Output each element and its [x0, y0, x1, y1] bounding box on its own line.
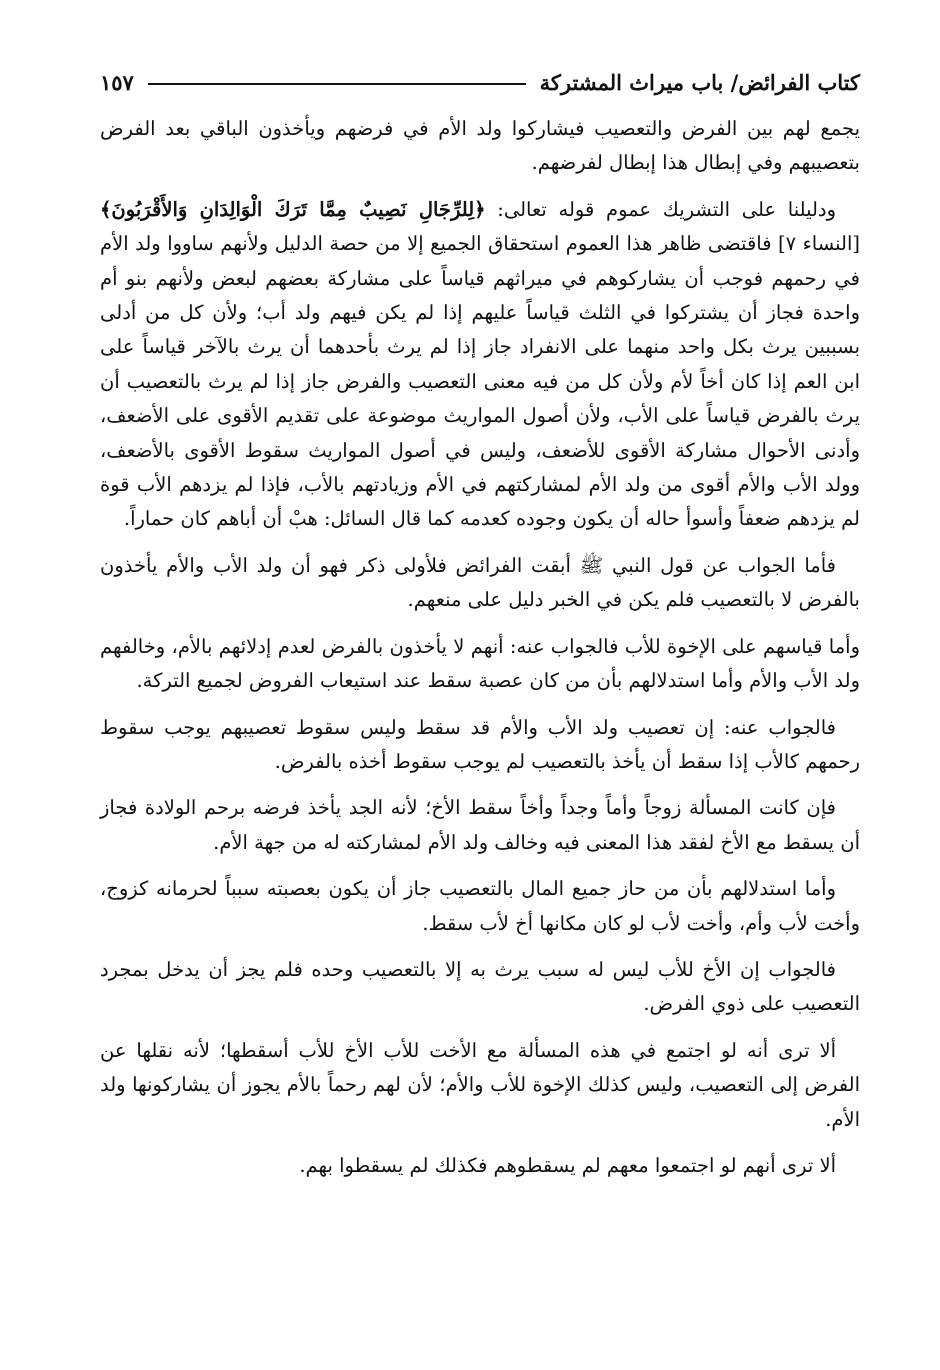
body-text	[100, 112, 860, 1183]
page-number: ١٥٧	[100, 69, 134, 95]
paragraph-2	[100, 193, 860, 537]
paragraph-4: وأما قياسهم على الإخوة للأب فالجواب عنه: أنهم لا يأخذون بالفرض لعدم إدلائهم بالأم، وخالفهم ولد الأب والأم وأما استدلالهم بأن من كان عصبة سقط عند استيعاب الفروض لجميع التركة.	[100, 634, 860, 693]
paragraph-9: ألا ترى أنه لو اجتمع في هذه المسألة مع الأخت للأب الأخ للأب أسقطها؛ لأنه نقلها عن الفرض إلى التعصيب، وليس كذلك الإخوة للأب والأم؛ لأن لهم رحماً بالأم يجوز أن يشاركونها ولد الأم.	[100, 1038, 860, 1131]
paragraph-2-body: [النساء ٧] فاقتضى ظاهر هذا العموم استحقاق الجميع إلا من حصة الدليل ولأنهم ساووا ولد الأم في رحمهم فوجب أن يشاركوهم في ميراثهم قياساً على مشاركة بعضهم لبعض ولأنهم بنو أم واحدة فجاز أن يشتركوا في الثلث قياساً عليهم إذا لم يكن فيهم ولد أب؛ ولأن كل من أدلى بسببين يرث بكل واحد منهما على الانفراد جاز إذا لم يرث بأحدهما أن يرث بالآخر قياساً على ابن العم إذا كان أخاً لأم ولأن كل من فيه معنى التعصيب والفرض جاز إذا لم يرث بالتعصيب أن يرث بالفرض قياساً على الأب، ولأن أصول المواريث موضوعة على تقديم الأقوى على الأضعف، وأدنى الأحوال مشاركة الأقوى للأضعف، وليس في أصول المواريث سقوط الأقوى بالأضعف، وولد الأب والأم أقوى من ولد الأم لمشاركتهم في الأم وزيادتهم بالأب، فإذا لم يزدهم الأب قوة لم يزدهم ضعفاً وأسوأ حاله أن يكون وجوده كعدمه كما قال السائل: هبْ أن أباهم كان حماراً.	[100, 232, 860, 531]
header-rule	[148, 83, 526, 85]
paragraph-7: وأما استدلالهم بأن من حاز جميع المال بالتعصيب جاز أن يكون بعصبته سبباً لحرمانه كزوج، وأخت لأب وأم، وأخت لأب لو كان مكانها أخ لأب سقط.	[100, 877, 860, 935]
paragraph-2-intro: ودليلنا على التشريك عموم قوله تعالى:	[485, 197, 836, 221]
book-page	[100, 62, 860, 1195]
quran-verse: ﴿لِلرِّجَالِ نَصِيبٌ مِمَّا تَرَكَ الْوَالِدَانِ وَالأَقْرَبُونَ﴾	[100, 197, 486, 221]
paragraph-10: ألا ترى أنهم لو اجتمعوا معهم لم يسقطوهم فكذلك لم يسقطوا بهم.	[299, 1153, 836, 1177]
paragraph-6: فإن كانت المسألة زوجاً وأماً وجداً وأخاً سقط الأخ؛ لأنه الجد يأخذ فرضه برحم الولادة فجاز أن يسقط مع الأخ لفقد هذا المعنى فيه وخالف ولد الأم لمشاركته له من جهة الأم.	[100, 796, 860, 854]
running-title: كتاب الفرائض/ باب ميراث المشتركة	[539, 69, 860, 95]
page-header	[100, 62, 860, 102]
paragraph-1: يجمع لهم بين الفرض والتعصيب فيشاركوا ولد الأم في فرضهم ويأخذون الباقي بعد الفرض بتعصيبهم وفي إبطال هذا إبطال لفرضهم.	[100, 117, 860, 175]
paragraph-5: فالجواب عنه: إن تعصيب ولد الأب والأم قد سقط وليس سقوط تعصيبهم يوجب سقوط رحمهم كالأب إذا سقط أن يأخذ بالتعصيب لم يوجب سقوط أخذه بالفرض.	[100, 715, 860, 773]
paragraph-3: فأما الجواب عن قول النبي ﷺ أبقت الفرائض فلأولى ذكر فهو أن ولد الأب والأم يأخذون بالفرض لا بالتعصيب فلم يكن في الخبر دليل على منعهم.	[100, 553, 860, 612]
paragraph-8: فالجواب إن الأخ للأب ليس له سبب يرث به إلا بالتعصيب وحده فلم يجز أن يدخل بمجرد التعصيب على ذوي الفرض.	[100, 957, 860, 1016]
